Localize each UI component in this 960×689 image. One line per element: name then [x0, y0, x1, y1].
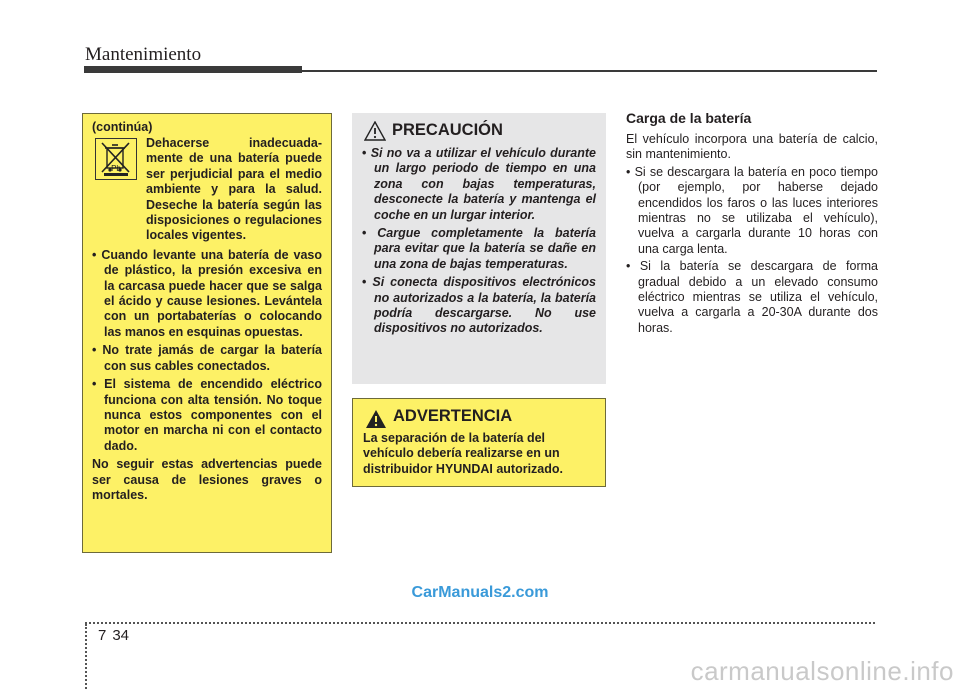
list-item: • Si conecta dispositivos electrónicos no autorizados a la batería, la batería podría descargarse. No use dispositivos no autorizados. — [362, 275, 596, 337]
warning-outline-icon — [364, 121, 386, 141]
header-rule-thin — [300, 70, 877, 72]
page-number-value: 34 — [112, 627, 130, 644]
site-watermark: carmanualsonline.info — [690, 656, 954, 686]
intro-paragraph: El vehículo incorpora una batería de calcio, sin mantenimiento. — [626, 132, 878, 162]
page-section-title: Mantenimiento — [85, 44, 202, 65]
list-item: • Cargue completamente la batería para evitar que la batería se dañe en una zona de bajas temperaturas. — [362, 226, 596, 272]
advertencia-text: La separación de la batería del vehículo debería realizarse en un distribuidor HYUNDAI autorizado. — [363, 431, 563, 476]
footer-vertical-rule — [85, 624, 87, 689]
battery-warning-box — [82, 113, 332, 553]
footer-rule — [85, 622, 875, 624]
battery-recycle-icon — [95, 138, 137, 180]
disposal-warning-text: Dehacerse inadecuada-mente de una batería puede ser perjudicial para el medio ambiente y para la salud. Deseche la batería según las disposiciones o regulaciones locales vigentes. — [146, 136, 322, 243]
advertencia-title: ADVERTENCIA — [393, 407, 513, 425]
section-heading: Carga de la batería — [626, 110, 752, 126]
pb-label: Pb — [111, 164, 121, 173]
continued-label: (continúa) — [92, 120, 153, 134]
list-item: • Cuando levante una batería de vaso de plástico, la presión excesiva en la carcasa puede hacer que se salga el ácido y cause lesiones. Levántela con un portabaterías o colocando las manos en esquinas opuestas. — [92, 248, 322, 340]
page-number — [98, 627, 135, 644]
list-item: • Si se descargara la batería en poco tiempo (por ejemplo, por haberse dejado encendidos los faros o las luces interiores mientras no se utilizaba el vehículo), vuelva a cargarla durante 10 horas con una carga lenta. — [626, 165, 878, 257]
list-item: • El sistema de encendido eléctrico funciona con alta tensión. No toque nunca estos componentes con el motor en marcha ni con el contacto dado. — [92, 377, 322, 454]
advertencia-box — [352, 398, 606, 487]
battery-warning-list — [92, 248, 322, 454]
battery-charging-section — [626, 110, 878, 338]
carmanuals-watermark: CarManuals2.com — [411, 584, 549, 601]
final-warning-text: No seguir estas advertencias puede ser causa de lesiones graves o mortales. — [92, 457, 322, 502]
precaution-title: PRECAUCIÓN — [392, 121, 503, 139]
precaution-list — [362, 146, 596, 337]
charging-instructions-list — [626, 165, 878, 336]
list-item: • Si la batería se descargara de forma gradual debido a un elevado consumo eléctrico mientras se utiliza el vehículo, vuelva a cargarla a 20-30A durante dos horas. — [626, 259, 878, 336]
chapter-number: 7 — [98, 627, 107, 644]
precaution-box — [352, 113, 606, 384]
list-item: • Si no va a utilizar el vehículo durante un largo periodo de tiempo en una zona con bajas temperaturas, desconecte la batería y mantenga el coche en un lurgar interior. — [362, 146, 596, 223]
header-rule-thick — [84, 66, 302, 73]
warning-filled-icon — [365, 409, 387, 429]
list-item: • No trate jamás de cargar la batería con sus cables conectados. — [92, 343, 322, 374]
